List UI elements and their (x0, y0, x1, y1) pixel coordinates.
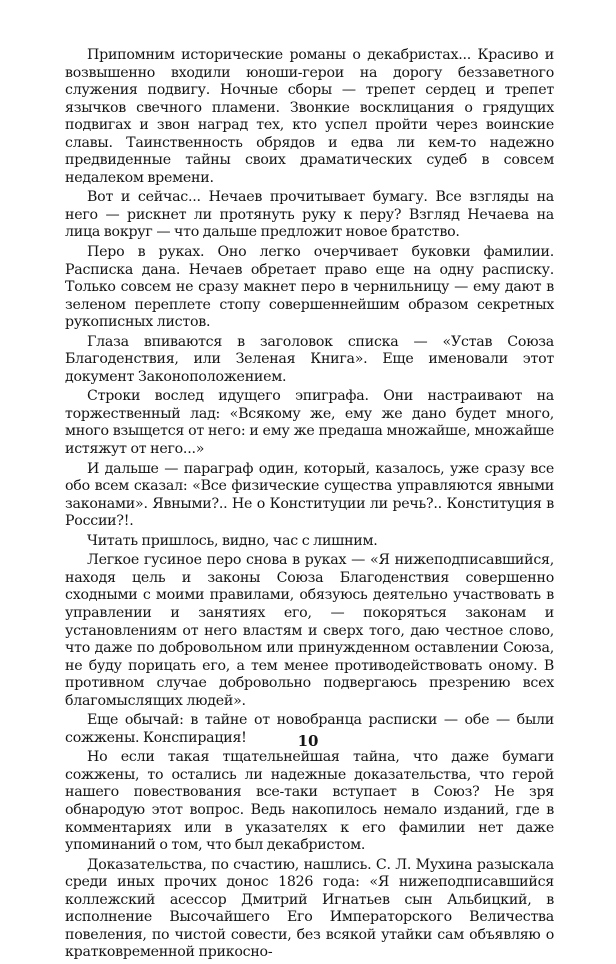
paragraph: Легкое гусиное перо снова в руках — «Я нижеподписавшийся, находя цель и законы Союза Благоденствия совершенно сходными с моими правилами, обязуюсь деятельно участвовать в управлении и занятиях его, — покоряться законам и установлениям от него властям и сверх того, даю честное слово, что даже по добровольном или принужденном оставлении Союза, не буду порицать его, а тем менее противодействовать оному. В противном случае добровольно подвергаюсь презрению всех благомыслящих людей». (65, 552, 554, 709)
paragraph: Глаза впиваются в заголовок списка — «Устав Союза Благоденствия, или Зеленая Книга». Еще именовали этот документ Законоположением. (65, 333, 554, 385)
paragraph: Вот и сейчас... Нечаев прочитывает бумагу. Все взгляды на него — рискнет ли протянуть руку к перу? Взгляд Нечаева на лица вокруг — что дальше предложит новое братство. (65, 189, 554, 241)
paragraph: Строки вослед идущего эпиграфа. Они настраивают на торжественный лад: «Всякому же, ему же дано будет много, много взыщется от него: и ему же предаша множайше, множайше истяжут от него...» (65, 388, 554, 458)
paragraph: Еще обычай: в тайне от новобранца расписки — обе — были сожжены. Конспирация! (65, 712, 554, 746)
paragraph: Но если такая тщательнейшая тайна, что даже бумаги сожжены, то остались ли надежные доказательства, что герой нашего повествования все-таки вступает в Союз? Не зря обнародую этот вопрос. Ведь накопилось немало изданий, где в комментариях или в указателях к его фамилии нет даже упоминаний о том, что был декабристом. (65, 749, 554, 854)
paragraph: Припомним исторические романы о декабристах... Красиво и возвышенно входили юноши-герои на дорогу беззаветного служения подвигу. Ночные сборы — трепет сердец и трепет язычков свечного пламени. Звонкие восклицания о грядущих подвигах и звон наград тех, кто успел пройти через воинские славы. Таинственность обрядов и едва ли кем-то надежно предвиденные тайны своих драматических судеб в совсем недалеком времени. (65, 47, 554, 186)
text-column (65, 47, 554, 964)
paragraph: Перо в руках. Оно легко очерчивает буковки фамилии. Расписка дана. Нечаев обретает право еще на одну расписку. Только совсем не сразу макнет перо в чернильницу — ему дают в зеленом переплете стопу совершеннейшим образом секретных рукописных листов. (65, 244, 554, 331)
paragraph: Читать пришлось, видно, час с лишним. (87, 532, 378, 549)
page-number: 10 (297, 732, 319, 750)
paragraph: И дальше — параграф один, который, казалось, уже сразу все обо всем сказал: «Все физические существа управляются явными законами». Явными?.. Не о Конституции ли речь?.. Конституция в России?!. (65, 460, 554, 530)
paragraph: Доказательства, по счастию, нашлись. С. Л. Мухина разыскала среди иных прочих донос 1826 года: «Я нижеподписавшийся коллежский асессор Дмитрий Игнатьев сын Альбицкий, в исполнение Высочайшего Его Императорского Величества повеления, по чистой совести, без всякой утайки сам объявляю о кратковременной прикосно- (65, 856, 554, 961)
